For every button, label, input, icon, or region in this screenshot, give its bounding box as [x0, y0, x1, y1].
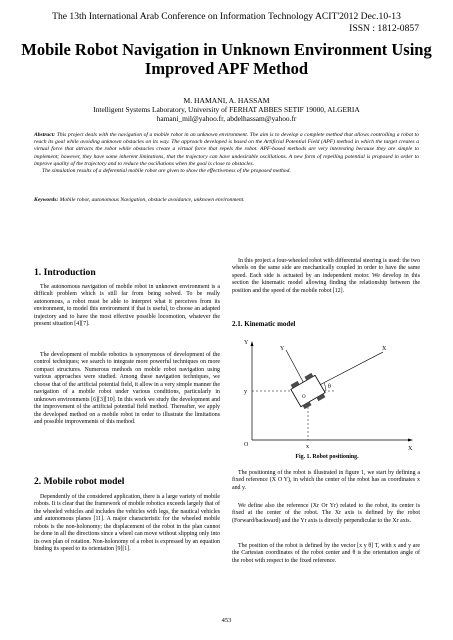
- intro-paragraph-1: The autonomous navigation of mobile robot in unknown environment is a difficult problem which is still far from being solved. To be really autonomous, a robot must be able to interpret what it perceives from its environment, to model this environment if that is useful, to choose an adapted trajectory and to have the most effective possible locomotion, whatever the present situation [4][7].: [34, 284, 220, 328]
- label-Yr: Y: [280, 346, 285, 352]
- label-O: O: [244, 442, 249, 448]
- label-Or: O: [302, 395, 306, 400]
- subsection-heading-kinematic: 2.1. Kinematic model: [232, 320, 296, 328]
- label-theta: θ: [328, 384, 331, 390]
- running-header: The 13th International Arab Conference on Information Technology ACIT'2012 Dec.10-13: [52, 11, 401, 22]
- right-paragraph-3: We define also the reference (Xr Or Yr) related to the robot, its center is fixed at the center of the robot. The Xr axis is defined by the robot (Forward/backward) and the Yr axis is directly perpendicular to the Xr axis.: [232, 503, 420, 524]
- paper-title: [0, 40, 453, 78]
- figure-caption: Fig. 1. Robot positioning.: [295, 454, 359, 460]
- keywords: [34, 197, 419, 204]
- abstract-label: Abstract:: [34, 132, 56, 138]
- theta-arc: [324, 383, 326, 391]
- x-axis-arrow: [408, 439, 413, 442]
- right-paragraph-2: The positioning of the robot is illustrated in figure 1, we start by defining a fixed reference (X O Y), in which the center of the robot has as coordinates x and y.: [232, 470, 420, 491]
- y-axis-arrow: [251, 341, 254, 346]
- label-Xr: X: [382, 346, 387, 352]
- abstract-text: This project deals with the navigation of a mobile robot in an unknown environment. The aim is to develop a complete method that allows controlling a robot to reach its goal while avoiding unknown obstacles on its way. The approach developed is based on the Artificial Potential Field (APF) method in which the target creates a virtual force that attracts the robot while obstacles create a virtual force that repels the robot. APF-based methods are very interesting because they are simple to implement; however, they have some inherent limitations, that the trajectory can have undesirable oscillations. A new form of repelling potential is proposed in order to improve quality of the trajectory and to reduce the oscillations when the goal is close to obstacles.: [34, 132, 419, 167]
- abstract: [34, 132, 419, 175]
- label-X: X: [408, 446, 413, 452]
- author-affiliation: Intelligent Systems Laboratory, University of FERHAT ABBES SETIF 19000, ALGERIA: [93, 105, 360, 114]
- robot-body: [289, 372, 327, 410]
- title-line-1: Mobile Robot Navigation in Unknown Environment Using: [21, 40, 432, 59]
- title-line-2: Improved APF Method: [144, 59, 309, 78]
- page-number: 453: [221, 617, 232, 624]
- author-emails: hamani_mil@yahoo.fr, abdelhassam@yahoo.fr: [156, 114, 297, 123]
- label-Y: Y: [244, 340, 249, 346]
- keywords-text: Mobile robot, autonomous Navigation, obstacle avoidance, unknown environment.: [59, 197, 245, 203]
- keywords-label: Keywords:: [34, 197, 59, 203]
- section-heading-model: 2. Mobile robot model: [34, 476, 125, 487]
- right-paragraph-4: The position of the robot is defined by the vector [x y θ] T, with x and y are the Cartesian coordinates of the robot center and θ is the orientation angle of the robot with respect to the fixed reference.: [232, 543, 420, 564]
- robot-positioning-diagram: [232, 330, 422, 454]
- right-paragraph-1: In this project a four-wheeled robot with differential steering is used: the two wheels on the same side are mechanically coupled in order to have the same speed. Each side is actuated by an independent motor. We develop in this section the kinematic model allowing finding the relationship between the position and the speed of the mobile robot [12].: [232, 258, 420, 294]
- label-y: y: [244, 389, 247, 395]
- intro-paragraph-2: The development of mobile robotics is synonymous of development of the control techniques; we search to integrate more powerful techniques on more compact structures. Numerous methods on mobile robot navigation using various approaches were studied. Among these navigation techniques, we choose that of the artificial potential field, it allow in a very simple manner the navigation of a mobile robot under various conditions, particularly in unknown environments [6][3][10]. In this work we study the development and the improvement of the artificial potential field method. Thereafter, we apply the developed method on a mobile robot in order to illustrate the limitations and possible improvements of this method.: [34, 352, 220, 426]
- issn-line: ISSN : 1812-0857: [349, 23, 419, 34]
- abstract-text-2: The simulation results of a deferential mobile robot are given to show the effectiveness of the proposed method.: [42, 168, 291, 175]
- author-block: [0, 96, 453, 123]
- model-paragraph-1: Dependently of the considered application, there is a large variety of mobile robots. It is clear that the framework of mobile robotics exceeds largely that of the wheeled vehicles and includes the vehicles with legs, the nautical vehicles and autonomous planes [11]. A major characteristic for the wheeled mobile robots is the non-holonomy; the displacement of the robot in the plan cannot be done in all the directions since a wheel can move without slipping only into its own plan of rotation. Non-holonomy of a robot is expressed by an equation binding its speed to its orientation [9][1].: [34, 494, 220, 553]
- author-names: M. HAMANI, A. HASSAM: [183, 96, 270, 105]
- section-heading-introduction: 1. Introduction: [34, 267, 96, 278]
- figure-robot-positioning: [232, 330, 422, 460]
- label-x: x: [306, 444, 309, 450]
